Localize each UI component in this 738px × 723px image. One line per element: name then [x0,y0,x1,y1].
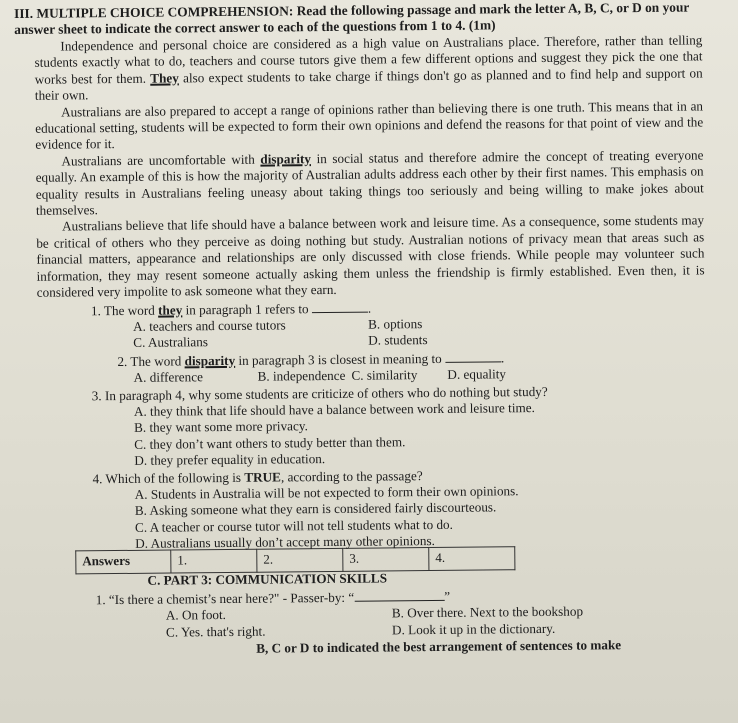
option-1a: A. teachers and course tutors [133,317,286,334]
answer-blank [312,299,368,313]
option-1d: D. students [368,332,428,348]
answer-table-label: Answers [76,550,171,574]
option-1b: B. options [367,316,423,332]
section-heading: III. MULTIPLE CHOICE COMPREHENSION: Read the following passage and mark the letter A, B, C, or D on your answer sheet to indicate the correct answer to each of the questions from 1 to 4. (1m) [14,0,690,37]
option-4d: D. Australians usually don’t accept many other opinions. [135,533,435,552]
underlined-word-disparity: disparity [260,151,312,167]
passage-paragraph-1: Independence and personal choice are considered as a high value on Australians place. Therefore, rather than telling students exactly what to do, teachers and course tutors give them a few different options and suggest they pick the one that works best for them. They also expect students to take charge if things don't go as planned and to find help and support on their own. [34,32,703,104]
passage-paragraph-3: Australians are uncomfortable with disparity in social status and therefore admire the concept of treating everyone equally. An example of this is how the majority of Australian adults address each other by their first names. This emphasis on equality results in Australians feeling uneasy about taking things too seriously and being willing to make jokes about themselves. [35,147,704,218]
answer-blank [354,588,444,602]
answer-cell-4[interactable]: 4. [429,546,515,570]
part-3-option-d: D. Look it up in the dictionary. [391,620,556,638]
question-2-stem: 2. The word disparity in paragraph 3 is closest in meaning to . [117,350,505,369]
option-2d: D. equality [447,366,507,382]
passage-paragraph-2: Australians are also prepared to accept a range of opinions rather than believing there is one truth. This means that in an educational setting, students will be expected to form their own opinions and defend the reasons for that point of view and the evidence for it. [35,98,704,153]
option-2b: B. independence [257,367,346,384]
part-3-question-1-stem: 1. “Is there a chemist’s near here?" - Passer-by: “ ” [95,588,451,608]
option-4a: A. Students in Australia will be not expected to form their own opinions. [134,483,519,502]
answer-blank [445,349,501,363]
option-2c: C. similarity [351,367,418,383]
option-3c: C. they don’t want others to study better than them. [134,434,406,452]
part-3-option-a: A. On foot. [165,607,227,623]
part-3-title: C. PART 3: COMMUNICATION SKILLS [147,570,388,588]
option-4c: C. A teacher or course tutor will not tell students what to do. [134,516,453,535]
worksheet-sheet [14,0,720,660]
question-4-stem: 4. Which of the following is TRUE, according to the passage? [92,467,423,486]
option-2a: A. difference [133,369,203,385]
question-3-stem: 3. In paragraph 4, why some students are criticize of others who do nothing but study? [91,383,548,403]
option-1c: C. Australians [133,334,209,351]
passage-paragraph-4: Australians believe that life should have a balance between work and leisure time. As a consequence, some students may be critical of others who they perceive as doing nothing but study. Australian notions of privacy mean that areas such as financial matters, appearance and relationships are only discussed with close friends. While people may volunteer such information, they may resent someone actually asking them unless the friendship is firmly established. Even then, it is considered very impolite to ask someone what they earn. [36,212,705,300]
option-3a: A. they think that life should have a balance between work and leisure time. [133,399,535,419]
option-3b: B. they want some more privacy. [133,418,308,436]
cut-off-line: B, C or D to indicated the best arrangement of sentences to make [256,637,622,656]
answer-cell-3[interactable]: 3. [343,547,429,571]
part-3-option-b: B. Over there. Next to the bookshop [391,603,584,621]
answer-cell-2[interactable]: 2. [257,548,343,572]
answer-cell-1[interactable]: 1. [171,549,257,573]
underlined-word-they: They [150,70,179,86]
option-3d: D. they prefer equality in education. [134,451,326,469]
option-4b: B. Asking someone what they earn is considered fairly discourteous. [134,499,497,519]
part-3-option-c: C. Yes. that's right. [165,623,266,640]
question-1-stem: 1. The word they in paragraph 1 refers to . [90,300,372,318]
